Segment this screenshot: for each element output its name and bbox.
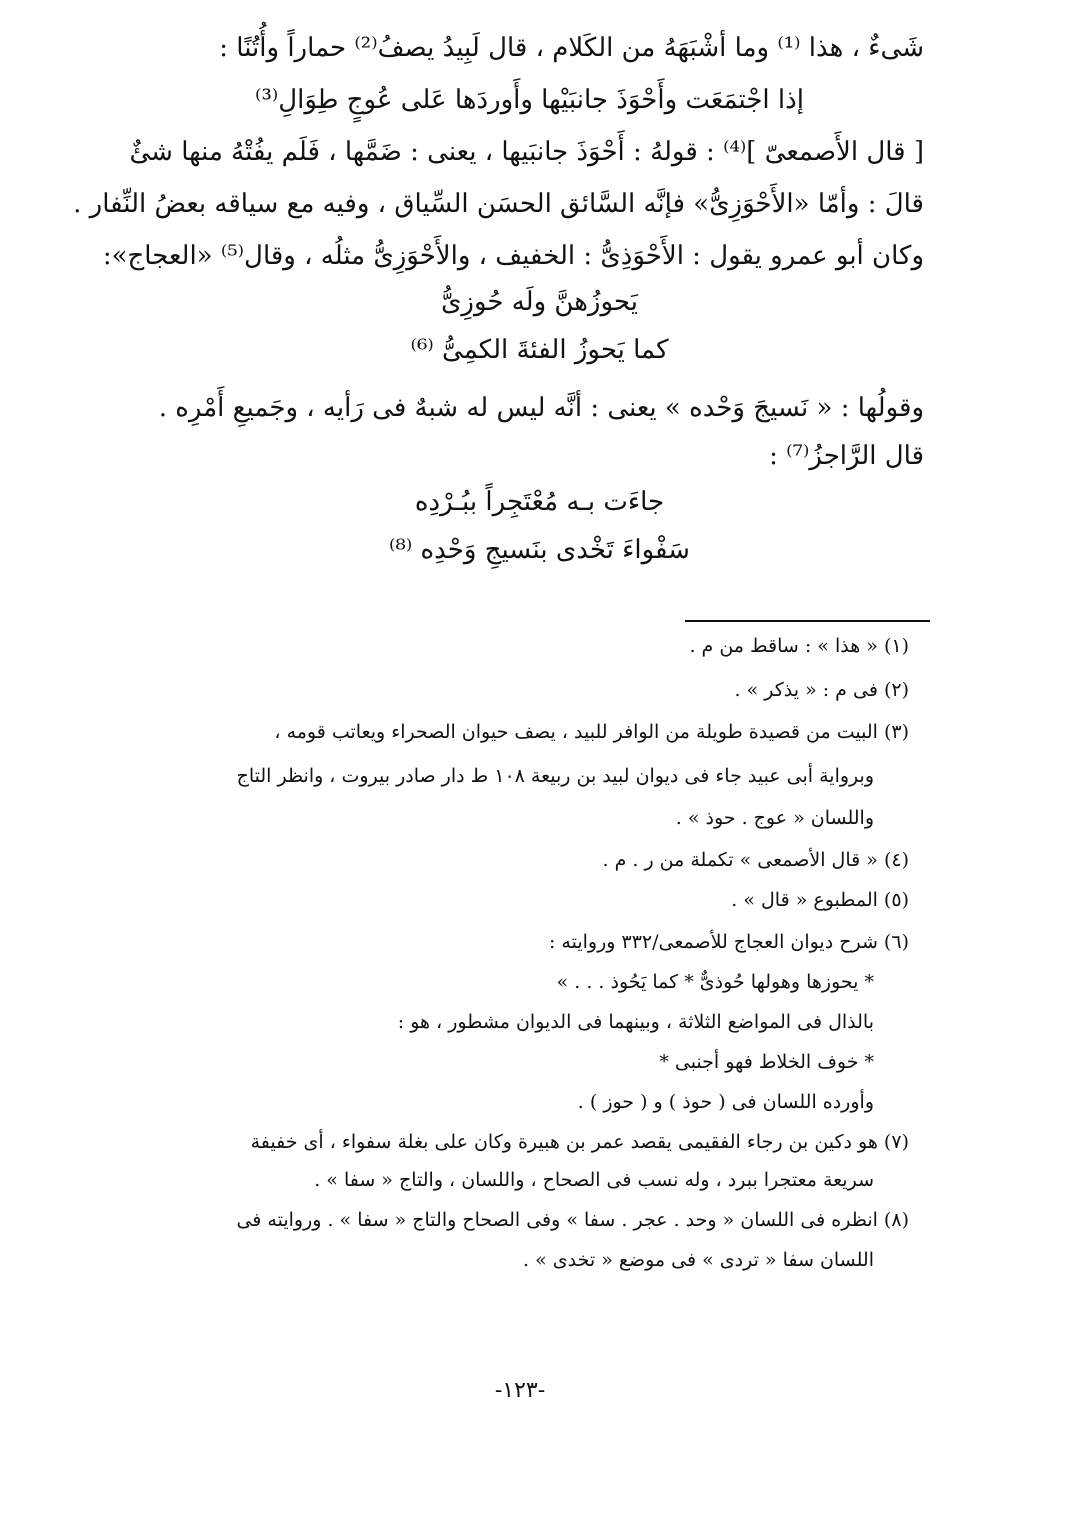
footnote-continuation: اللسان سفا « تردى » فى موضع « تخدى » .: [523, 1249, 874, 1271]
footnote: (٣) البيت من قصيدة طويلة من الوافر للبيد ، يصف حيوان الصحراء ويعاتب قومه ،: [274, 721, 909, 743]
footnote-separator: [685, 620, 930, 622]
text-line: قال الرَّاجزُ⁽⁷⁾ :: [769, 441, 924, 471]
footnote-continuation: سريعة معتجرا ببرد ، وله نسب فى الصحاح ، واللسان ، والتاج « سفا » .: [314, 1169, 874, 1191]
footnote-continuation: * يحوزها وهولها حُوذىٌّ * كما يَحُوذ . . . »: [556, 971, 874, 993]
footnote-continuation: بالذال فى المواضع الثلاثة ، وبينهما فى الديوان مشطور ، هو :: [397, 1011, 874, 1033]
text-line: وقولُها : « نَسيجَ وَحْده » يعنى : أنَّه ليس له شبهٌ فى رَأيه ، وجَميعِ أَمْرِه .: [158, 393, 924, 423]
text-line: قالَ : وأمّا «الأَحْوَزِىُّ» فإنَّه السَّائق الحسَن السِّياق ، وفيه مع سياقه بعضُ النِّفار .: [73, 189, 924, 219]
text-line: وكان أبو عمرو يقول : الأَحْوَذِىُّ : الخفيف ، والأَحْوَزِىُّ مثلُه ، وقال⁽⁵⁾ «العجاج»:: [102, 241, 924, 271]
footnote: (٧) هو دكين بن رجاء الفقيمى يقصد عمر بن هبيرة وكان على بغلة سفواء ، أى خفيفة: [250, 1131, 909, 1153]
footnote: (٦) شرح ديوان العجاج للأصمعى/٣٣٢ وروايته :: [548, 931, 909, 953]
text-line: شَىءٌ ، هذا ⁽¹⁾ وما أشْبَهَهُ من الكَلام ، قال لَبِيدُ يصفُ⁽²⁾ حماراً وأُتُنًا :: [219, 33, 924, 63]
footnote: (٨) انظره فى اللسان « وحد . عجر . سفا » وفى الصحاح والتاج « سفا » . وروايته فى: [236, 1209, 909, 1231]
footnote-continuation: وبرواية أبى عبيد جاء فى ديوان لبيد بن ربيعة ١٠٨ ط دار صادر بيروت ، وانظر التاج: [236, 765, 874, 787]
footnote: (١) « هذا » : ساقط من م .: [689, 635, 909, 657]
footnote-continuation: * خوف الخلاط فهو أجنبى *: [659, 1051, 874, 1073]
page-number: -١٢٣-: [494, 1378, 546, 1403]
verse-line: يَحوزُهنَّ ولَه حُوزِىُّ: [441, 287, 638, 317]
footnote: (٥) المطبوع « قال » .: [731, 889, 909, 911]
verse-line: جاءَت بـه مُعْتَجِراً ببُـرْدِه: [414, 487, 665, 517]
text-line: [ قال الأَصمعىّ ]⁽⁴⁾ : قولهُ : أَحْوَذَ جانبَيها ، يعنى : ضَمَّها ، فَلَم يفُتْهُ منها شئٌ: [129, 137, 924, 167]
footnote: (٢) فى م : « يذكر » .: [734, 679, 909, 701]
verse-line: إذا اجْتمَعَت وأَحْوَذَ جانبَيْها وأَوردَها عَلى عُوجٍ طِوَالِ⁽³⁾: [255, 85, 804, 115]
footnote-continuation: وأورده اللسان فى ( حوذ ) و ( حوز ) .: [577, 1091, 874, 1113]
footnote: (٤) « قال الأصمعى » تكملة من ر . م .: [602, 849, 909, 871]
verse-line: كما يَحوزُ الفئةَ الكمِىُّ ⁽⁶⁾: [410, 335, 669, 365]
footnote-continuation: واللسان « عوج . حوذ » .: [675, 807, 874, 829]
verse-line: سَفْواءَ تَخْدى بنَسيجِ وَحْدِه ⁽⁸⁾: [389, 535, 690, 565]
